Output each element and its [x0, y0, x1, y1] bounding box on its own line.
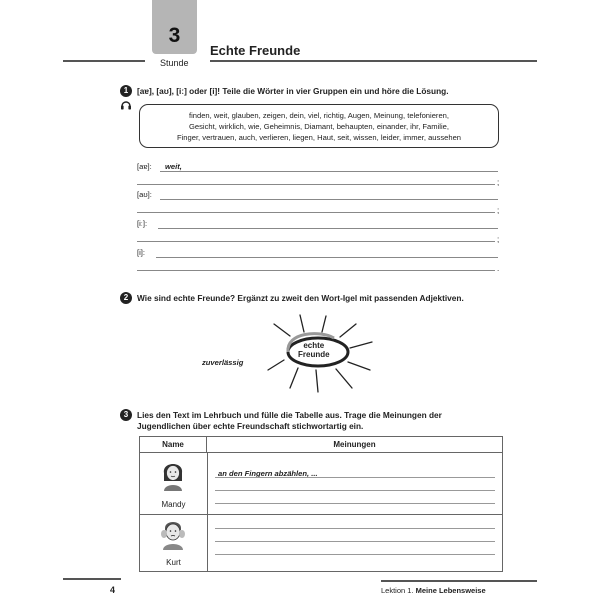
word-line-1: finden, weit, glauben, zeigen, dein, viel, richtig, Augen, Meinung, telefonieren,	[188, 111, 450, 120]
answer-line[interactable]	[137, 212, 495, 213]
word-line-2: Gesicht, wirklich, wie, Geheimnis, Diamant, behaupten, einander, ihr, Familie,	[189, 122, 449, 132]
answer-line[interactable]	[137, 241, 495, 242]
sound-label-ae: [aɐ]:	[137, 162, 152, 171]
answer-line[interactable]	[156, 257, 498, 258]
exercise-3-instruction-line-1: Lies den Text im Lehrbuch und fülle die Tabelle aus. Trage die Meinungen der	[137, 410, 442, 420]
table-header-name: Name	[140, 437, 207, 453]
sound-label-short-i: [i]:	[137, 248, 146, 257]
answer-line[interactable]	[160, 199, 498, 200]
row-divider	[140, 514, 502, 515]
page-title: Echte Freunde	[210, 43, 301, 58]
footer-rule-left	[63, 578, 121, 580]
column-divider	[207, 453, 208, 571]
table-answer-line[interactable]	[215, 477, 495, 478]
example-adjective: zuverlässig	[202, 358, 244, 367]
answer-line[interactable]	[160, 171, 498, 172]
answer-line[interactable]	[137, 270, 495, 271]
hedgehog-center-line-2: Freunde	[298, 350, 330, 359]
kurt-avatar-icon	[159, 518, 187, 550]
footer-lesson	[381, 586, 486, 595]
exercise-3-instruction	[137, 410, 442, 432]
lesson-tab	[152, 0, 197, 54]
footer-lesson-prefix: Lektion 1.	[381, 586, 414, 595]
row-end-mark: ;	[497, 178, 500, 187]
table-answer-line[interactable]	[215, 490, 495, 491]
answer-line[interactable]	[158, 228, 498, 229]
hedgehog-center-line-1: echte	[303, 341, 325, 350]
person-name-mandy: Mandy	[161, 500, 186, 509]
example-word-weit: weit,	[165, 162, 182, 171]
footer-lesson-title: Meine Lebensweise	[415, 586, 486, 595]
exercise-1-number: 1	[120, 85, 132, 97]
headphones-icon[interactable]	[120, 99, 132, 111]
word-box	[139, 104, 499, 148]
table-answer-line[interactable]	[215, 528, 495, 529]
exercise-1-instruction: [aɐ], [aʊ], [iː] oder [i]! Teile die Wörter in vier Gruppen ein und höre die Lösung.	[137, 86, 449, 96]
sound-label-long-i: [iː]:	[137, 219, 148, 228]
table-header-opinions: Meinungen	[207, 437, 502, 453]
exercise-2-instruction: Wie sind echte Freunde? Ergänzt zu zweit den Wort-Igel mit passenden Adjektiven.	[137, 293, 464, 303]
exercise-3-instruction-line-2: Jugendlichen über echte Freundschaft stichwortartig ein.	[137, 421, 364, 431]
table-answer-line[interactable]	[215, 554, 495, 555]
row-end-mark: ;	[497, 235, 500, 244]
page-number: 4	[110, 585, 116, 595]
person-name-kurt: Kurt	[166, 558, 181, 567]
example-answer-mandy: an den Fingern abzählen, ...	[218, 469, 318, 478]
lesson-number: 3	[168, 24, 181, 47]
row-end-mark: .	[497, 264, 500, 273]
header-rule-left	[63, 60, 145, 62]
lesson-label: Stunde	[160, 58, 189, 68]
sound-label-au: [aʊ]:	[137, 190, 152, 199]
opinions-table	[139, 436, 503, 572]
header-rule	[210, 60, 537, 62]
footer-rule-right	[381, 580, 537, 582]
hedgehog-center-label	[298, 341, 330, 359]
row-end-mark: ;	[497, 206, 500, 215]
exercise-3-number: 3	[120, 409, 132, 421]
table-answer-line[interactable]	[215, 541, 495, 542]
mandy-avatar-icon	[160, 459, 186, 491]
table-answer-line[interactable]	[215, 503, 495, 504]
exercise-2-number: 2	[120, 292, 132, 304]
word-line-3: Finger, vertrauen, auch, verlieren, liegen, Haut, seit, wissen, leider, immer, aussehen	[176, 133, 462, 143]
answer-line[interactable]	[137, 184, 495, 185]
